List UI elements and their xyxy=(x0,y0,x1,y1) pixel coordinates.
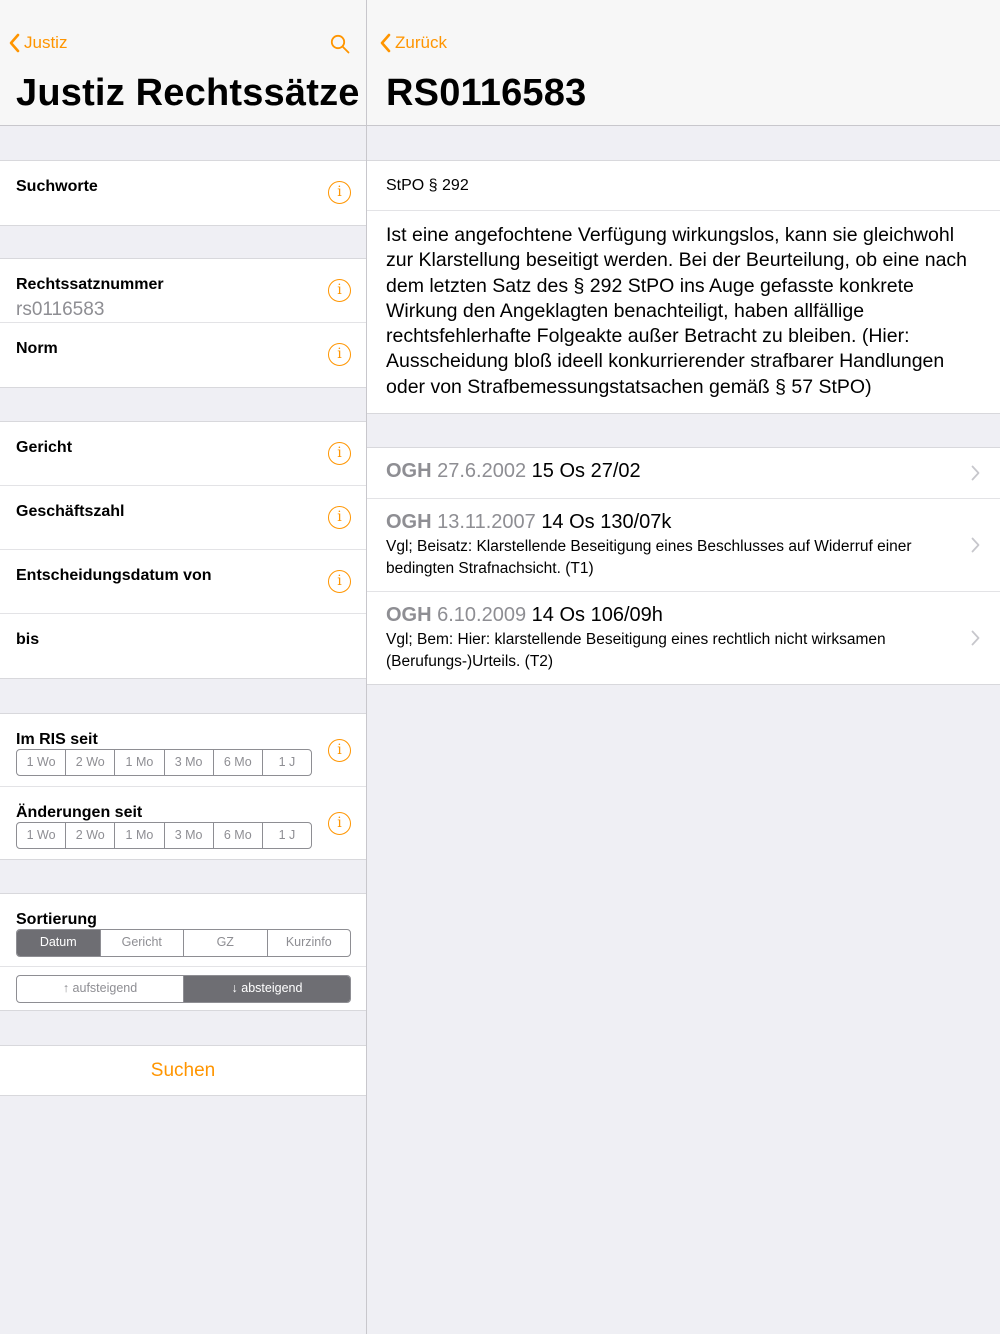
search-icon[interactable] xyxy=(330,34,350,54)
group-gericht-datum xyxy=(0,421,366,679)
search-button[interactable]: Suchen xyxy=(0,1045,366,1096)
chevron-right-icon xyxy=(971,537,980,553)
period-option[interactable]: 6 Mo xyxy=(214,750,263,775)
info-icon[interactable]: i xyxy=(328,739,351,762)
decision-court: OGH xyxy=(386,460,432,482)
chevron-left-icon xyxy=(379,33,391,53)
field-label: Sortierung xyxy=(16,911,97,928)
info-icon[interactable]: i xyxy=(328,570,351,593)
im-ris-seit-segmented[interactable] xyxy=(16,749,312,776)
order-option-absteigend[interactable]: ↓ absteigend xyxy=(184,976,350,1002)
field-entscheidungsdatum-von[interactable] xyxy=(0,550,366,614)
field-sortierung xyxy=(0,894,366,967)
field-label: Suchworte xyxy=(16,178,98,195)
chevron-left-icon xyxy=(8,33,20,53)
rechtssatz-text: Ist eine angefochtene Verfügung wirkungslos, kann sie gleichwohl zur Klarstellung beseitigt werden. Bei der Beurteilung, ob eine nach dem letzten Satz des § 292 StPO ins Auge gefasste konkrete Wirkung den Angeklagten benachteiligt, haben allfällige rechtsfehlerhafte Folgeakte außer Betracht zu bleiben. (Hier: Ausscheidung bloß ideell konkurrierender strafbarer Handlungen oder von Strafbemessungstatsachen gemäß § 57 StPO) xyxy=(386,224,968,398)
left-nav-bar xyxy=(0,0,366,126)
decision-date: 6.10.2009 xyxy=(437,604,527,626)
info-icon[interactable]: i xyxy=(328,812,351,835)
decision-header xyxy=(386,511,960,534)
back-button-justiz[interactable] xyxy=(8,33,67,53)
field-geschaeftszahl[interactable] xyxy=(0,486,366,550)
field-rechtssatznummer[interactable] xyxy=(0,259,366,323)
info-icon[interactable]: i xyxy=(328,442,351,465)
decision-gz: 14 Os 130/07k xyxy=(541,511,672,533)
decision-description: Vgl; Beisatz: Klarstellende Beseitigung eines Beschlusses auf Widerruf einer bedingten Strafnachsicht. (T1) xyxy=(386,538,912,577)
period-option[interactable]: 1 Mo xyxy=(115,823,164,848)
group-nummer-norm xyxy=(0,258,366,388)
search-pane xyxy=(0,0,366,1334)
decision-row[interactable] xyxy=(367,499,1000,592)
field-label: bis xyxy=(16,631,40,648)
period-option[interactable]: 2 Wo xyxy=(66,750,115,775)
decision-court: OGH xyxy=(386,511,432,533)
field-label: Rechtssatznummer xyxy=(16,276,164,293)
order-option-aufsteigend[interactable]: ↑ aufsteigend xyxy=(17,976,184,1002)
decision-description: Vgl; Bem: Hier: klarstellende Beseitigung eines rechtlich nicht wirksamen (Berufungs-)Urteils. (T2) xyxy=(386,631,886,670)
decision-row[interactable] xyxy=(367,448,1000,499)
period-option[interactable]: 2 Wo xyxy=(66,823,115,848)
group-zeitraum xyxy=(0,713,366,860)
group-suchworte xyxy=(0,160,366,226)
field-aenderungen-seit xyxy=(0,787,366,860)
period-option[interactable]: 1 Mo xyxy=(115,750,164,775)
period-option[interactable]: 1 J xyxy=(278,828,296,842)
field-label: Norm xyxy=(16,340,58,357)
sort-segmented[interactable] xyxy=(16,929,351,957)
page-title: Justiz Rechtssätze xyxy=(16,72,360,114)
period-option[interactable]: 1 Wo xyxy=(17,823,66,848)
field-suchworte[interactable] xyxy=(0,161,366,225)
period-option[interactable]: 3 Mo xyxy=(165,823,214,848)
period-option[interactable]: 3 Mo xyxy=(165,750,214,775)
decision-row[interactable] xyxy=(367,592,1000,684)
aenderungen-seit-segmented[interactable] xyxy=(16,822,312,849)
period-option[interactable]: 6 Mo xyxy=(214,823,263,848)
period-option[interactable]: 1 J xyxy=(278,755,296,769)
field-bis[interactable] xyxy=(0,614,366,678)
info-icon[interactable]: i xyxy=(328,181,351,204)
field-label: Geschäftszahl xyxy=(16,503,125,520)
detail-pane xyxy=(367,0,1000,1334)
sort-option-datum[interactable]: Datum xyxy=(17,930,101,956)
order-segmented[interactable] xyxy=(16,975,351,1003)
back-label: Zurück xyxy=(395,33,447,52)
decision-gz: 14 Os 106/09h xyxy=(531,604,663,626)
field-label: Gericht xyxy=(16,439,73,456)
back-label: Justiz xyxy=(24,33,68,52)
field-gericht[interactable] xyxy=(0,422,366,486)
group-sortierung xyxy=(0,893,366,1011)
field-label: Entscheidungsdatum von xyxy=(16,567,212,584)
sort-option-gz[interactable]: GZ xyxy=(184,930,268,956)
decision-court: OGH xyxy=(386,604,432,626)
back-button-zurueck[interactable] xyxy=(379,33,447,53)
detail-title: RS0116583 xyxy=(386,72,587,114)
decision-header xyxy=(386,604,960,627)
decision-date: 27.6.2002 xyxy=(437,460,527,482)
rechtssatznummer-value[interactable]: rs0116583 xyxy=(16,299,105,320)
chevron-right-icon xyxy=(971,465,980,481)
field-norm[interactable] xyxy=(0,323,366,387)
info-icon[interactable]: i xyxy=(328,506,351,529)
field-im-ris-seit xyxy=(0,714,366,787)
decision-list xyxy=(367,447,1000,685)
norm-text: StPO § 292 xyxy=(367,161,1000,211)
chevron-right-icon xyxy=(971,630,980,646)
sort-option-kurzinfo[interactable]: Kurzinfo xyxy=(285,935,332,949)
field-label: Im RIS seit xyxy=(16,731,98,748)
right-nav-bar xyxy=(367,0,1000,126)
decision-date: 13.11.2007 xyxy=(437,511,536,533)
field-label: Änderungen seit xyxy=(16,804,143,821)
field-order xyxy=(0,967,366,1011)
info-icon[interactable]: i xyxy=(328,279,351,302)
period-option[interactable]: 1 Wo xyxy=(17,750,66,775)
decision-header xyxy=(386,460,960,483)
decision-gz: 15 Os 27/02 xyxy=(531,460,641,482)
sort-option-gericht[interactable]: Gericht xyxy=(101,930,185,956)
rechtssatz-content xyxy=(367,160,1000,414)
info-icon[interactable]: i xyxy=(328,343,351,366)
